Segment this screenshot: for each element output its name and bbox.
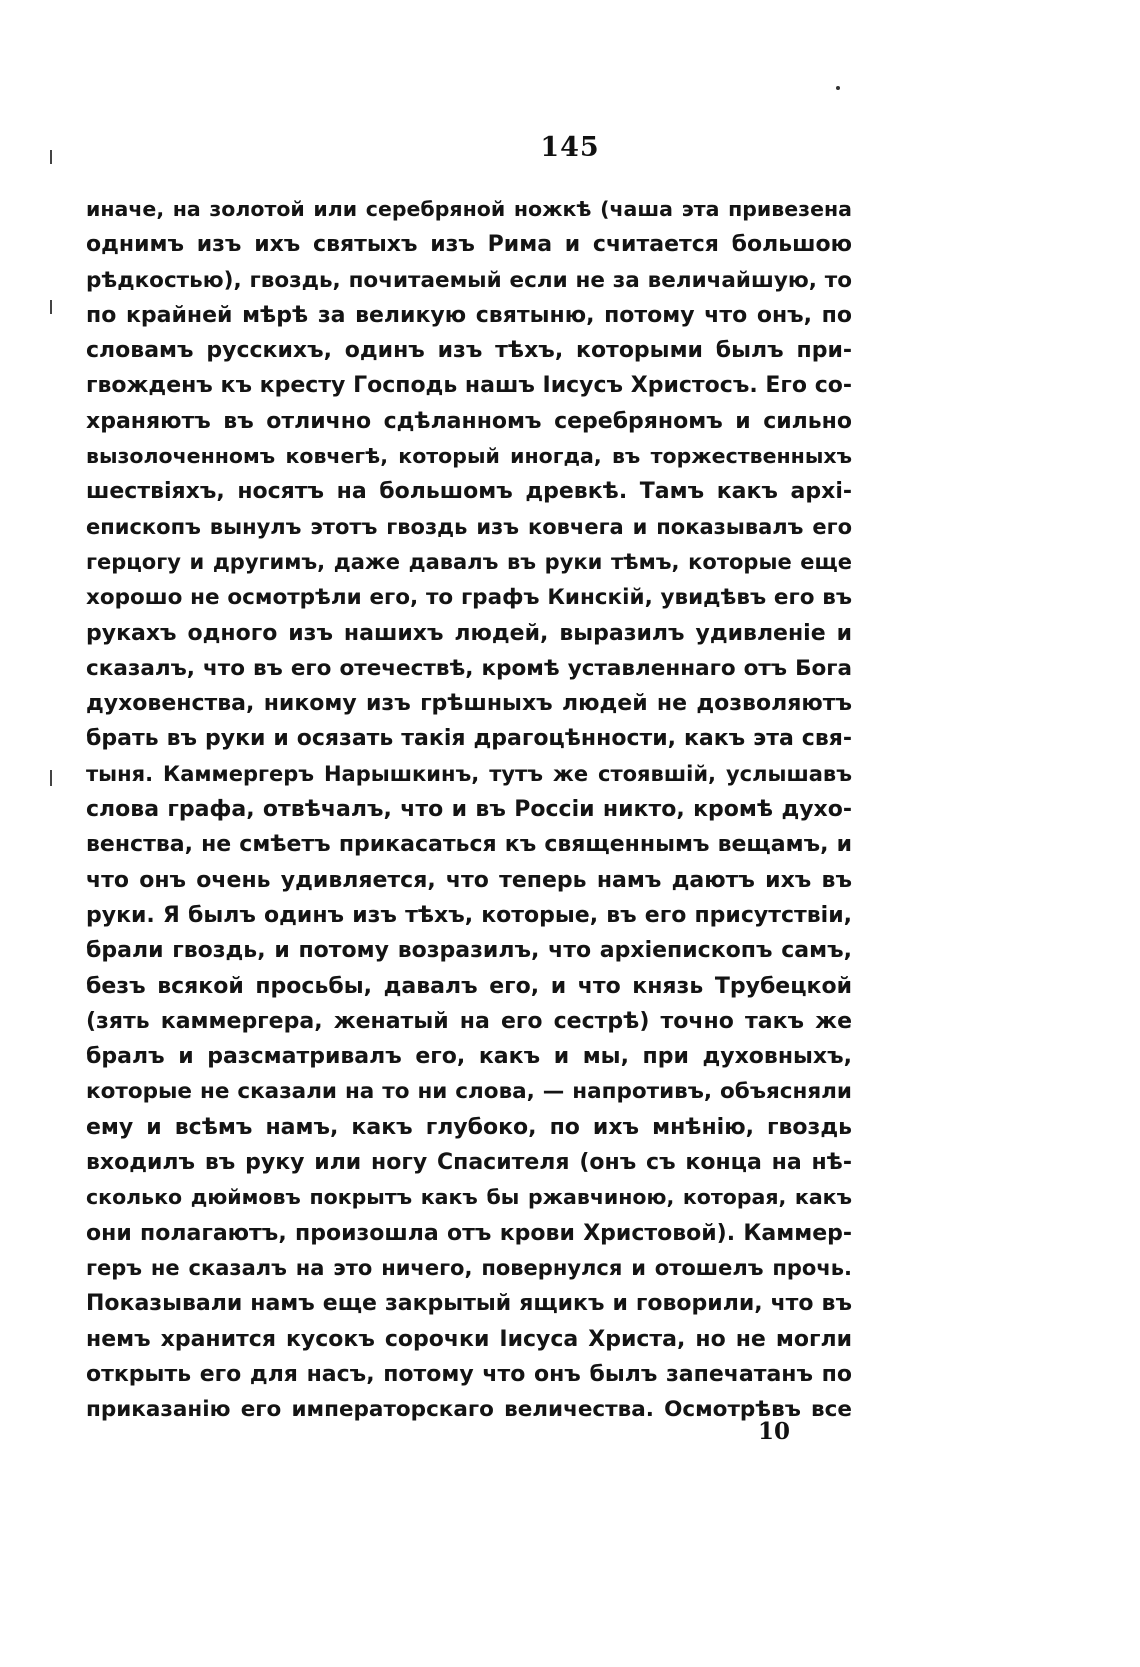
text-line: немъ хранится кусокъ сорочки Іисуса Христа, но не могли — [86, 1326, 852, 1352]
margin-mark — [50, 770, 52, 786]
text-line: духовенства, никому изъ грѣшныхъ людей не дозволяютъ — [86, 691, 852, 717]
text-line: по крайней мѣрѣ за великую святыню, потому что онъ, по — [86, 302, 852, 328]
margin-mark — [50, 150, 52, 164]
text-line: храняютъ въ отлично сдѣланномъ серебряномъ и сильно — [86, 408, 852, 434]
text-line: однимъ изъ ихъ святыхъ изъ Рима и считается большою — [86, 232, 852, 258]
text-line: брали гвоздь, и потому возразилъ, что архіепископъ самъ, — [86, 938, 852, 964]
text-line: хорошо не осмотрѣли его, то графъ Кинскій, увидѣвъ его въ — [86, 585, 852, 611]
ink-speck — [836, 86, 840, 90]
text-line: открыть его для насъ, потому что онъ былъ запечатанъ по — [86, 1361, 852, 1387]
text-line: герцогу и другимъ, даже давалъ въ руки тѣмъ, которые еще — [86, 549, 852, 574]
text-line: геръ не сказалъ на это ничего, повернулся и отошелъ прочь. — [86, 1255, 852, 1280]
signature-mark: 10 — [758, 1418, 791, 1445]
text-line: шествіяхъ, носятъ на большомъ древкѣ. Тамъ какъ архі- — [86, 479, 852, 505]
margin-mark — [50, 300, 52, 314]
text-line: иначе, на золотой или серебряной ножкѣ (чаша эта привезена — [86, 197, 852, 221]
text-line: входилъ въ руку или ногу Спасителя (онъ съ конца на нѣ- — [86, 1150, 852, 1176]
text-line: брать въ руки и осязать такія драгоцѣнности, какъ эта свя- — [86, 726, 852, 752]
text-line: бралъ и разсматривалъ его, какъ и мы, при духовныхъ, — [86, 1044, 852, 1070]
text-line: сказалъ, что въ его отечествѣ, кромѣ уставленнаго отъ Бога — [86, 655, 852, 681]
text-line: Показывали намъ еще закрытый ящикъ и говорили, что въ — [86, 1291, 852, 1317]
text-line: безъ всякой просьбы, давалъ его, и что князь Трубецкой — [86, 973, 852, 999]
text-line: рѣдкостью), гвоздь, почитаемый если не за величайшую, то — [86, 267, 852, 293]
text-line: которые не сказали на то ни слова, — напротивъ, объясняли — [86, 1079, 852, 1105]
text-line: венства, не смѣетъ прикасаться къ священнымъ вещамъ, и — [86, 832, 852, 858]
text-line: слова графа, отвѣчалъ, что и въ Россіи никто, кромѣ духо- — [86, 797, 852, 823]
body-text — [86, 192, 852, 1427]
text-line: что онъ очень удивляется, что теперь намъ даютъ ихъ въ — [86, 867, 852, 893]
page-number: 145 — [540, 132, 600, 163]
text-line: они полагаютъ, произошла отъ крови Христовой). Каммер- — [86, 1220, 852, 1246]
text-line: руки. Я былъ одинъ изъ тѣхъ, которые, въ его присутствіи, — [86, 902, 852, 928]
text-line: рукахъ одного изъ нашихъ людей, выразилъ удивленіе и — [86, 620, 852, 646]
text-line: приказанію его императорскаго величества. Осмотрѣвъ все — [86, 1397, 852, 1423]
text-line: епископъ вынулъ этотъ гвоздь изъ ковчега и показывалъ его — [86, 514, 852, 539]
text-line: (зять каммергера, женатый на его сестрѣ) точно такъ же — [86, 1008, 852, 1034]
text-line: сколько дюймовъ покрытъ какъ бы ржавчиною, которая, какъ — [86, 1185, 852, 1210]
text-line: словамъ русскихъ, одинъ изъ тѣхъ, которыми былъ при- — [86, 338, 852, 364]
text-line: тыня. Каммергеръ Нарышкинъ, тутъ же стоявшій, услышавъ — [86, 761, 852, 786]
text-line: вызолоченномъ ковчегѣ, который иногда, въ торжественныхъ — [86, 444, 852, 469]
text-line: ему и всѣмъ намъ, какъ глубоко, по ихъ мнѣнію, гвоздь — [86, 1114, 852, 1140]
text-line: гвожденъ къ кресту Господь нашъ Іисусъ Христосъ. Его со- — [86, 373, 852, 399]
